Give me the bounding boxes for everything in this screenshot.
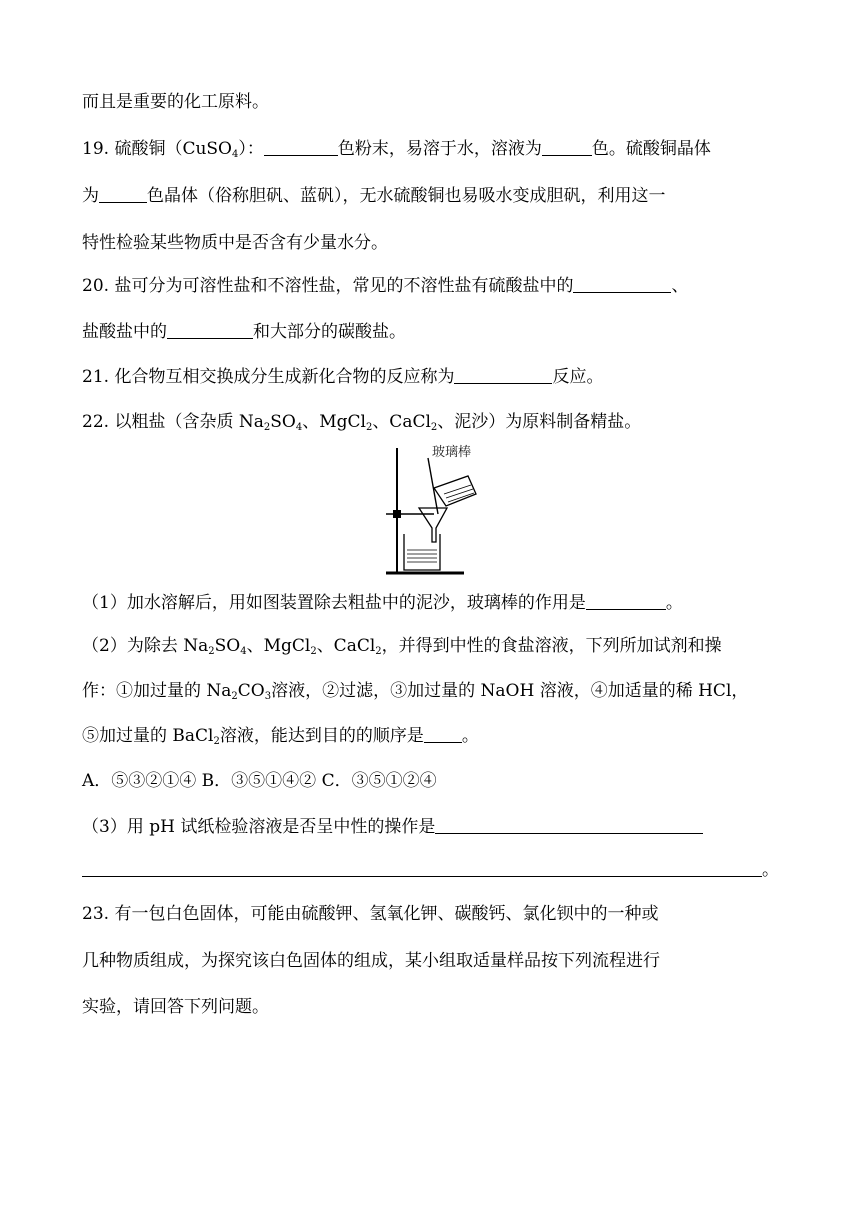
part-2-line-3 [82, 724, 479, 748]
options-line [82, 769, 437, 793]
text: 反应。 [552, 367, 604, 387]
answer-blank[interactable] [264, 137, 338, 156]
text: 、泥沙）为原料制备精盐。 [437, 412, 642, 432]
text: ，并得到中性的食盐溶液，下列所加试剂和操 [381, 636, 722, 656]
text: 色粉末，易溶于水，溶液为 [337, 139, 542, 159]
subscript: 2 [365, 422, 373, 433]
text: 色晶体（俗称胆矾、蓝矾），无水硫酸铜也易吸水变成胆矾，利用这一 [147, 186, 666, 206]
glass-rod [428, 458, 438, 514]
subscript: 2 [213, 736, 220, 747]
text: 、MgCl [302, 412, 366, 432]
part-3-line-1 [82, 815, 703, 839]
text: 22. 以粗盐（含杂质 Na [82, 412, 264, 432]
text: 色。硫酸铜晶体 [591, 139, 711, 159]
question-20-line-1 [82, 274, 688, 298]
text: （3）用 pH 试纸检验溶液是否呈中性的操作是 [82, 817, 436, 837]
text: 和大部分的碳酸盐。 [253, 322, 406, 342]
answer-blank[interactable] [573, 274, 671, 293]
text: SO [214, 636, 241, 656]
question-23-line-2 [82, 949, 660, 973]
text: 19. 硫酸铜（CuSO [82, 139, 232, 159]
text-line [82, 90, 269, 114]
subscript: 2 [231, 691, 238, 702]
options-text: A．⑤③②①④ B．③⑤①④② C．③⑤①②④ [82, 771, 437, 791]
text: （1）加水溶解后，用如图装置除去粗盐中的泥沙，玻璃棒的作用是 [82, 593, 586, 613]
answer-blank[interactable] [167, 320, 253, 339]
text: 23. 有一包白色固体，可能由硫酸钾、氢氧化钾、碳酸钙、氯化钡中的一种或 [82, 904, 659, 924]
text: 而且是重要的化工原料。 [82, 92, 269, 112]
text: ⑤加过量的 BaCl [82, 726, 214, 746]
question-19-line-3 [82, 231, 388, 255]
question-20-line-2 [82, 320, 406, 344]
part-1-line [82, 591, 683, 615]
text: CO [237, 681, 265, 701]
text: 几种物质组成，为探究该白色固体的组成，某小组取适量样品按下列流程进行 [82, 951, 660, 971]
text: 溶液，②过滤，③加过量的 NaOH 溶液，④加适量的稀 HCl， [271, 681, 749, 701]
text: 作：①加过量的 Na [82, 681, 232, 701]
text: 、MgCl [246, 636, 311, 656]
question-21-line [82, 365, 603, 389]
text: 。 [762, 860, 779, 880]
question-19-line-2 [82, 184, 666, 208]
text: （2）为除去 Na [82, 636, 209, 656]
subscript: 2 [375, 646, 382, 657]
answer-blank[interactable] [82, 858, 762, 877]
text: 为 [82, 186, 99, 206]
funnel [419, 508, 447, 542]
subscript: 3 [264, 691, 272, 702]
question-22-line [82, 410, 641, 434]
text: 盐酸盐中的 [82, 322, 167, 342]
subscript: 4 [240, 646, 247, 657]
text: 20. 盐可分为可溶性盐和不溶性盐，常见的不溶性盐有硫酸盐中的 [82, 276, 574, 296]
clamp-knob [393, 510, 401, 518]
subscript: 4 [231, 149, 239, 160]
subscript: 2 [430, 422, 438, 433]
part-2-line-1 [82, 634, 722, 658]
text: 、CaCl [372, 412, 431, 432]
text: 实验，请回答下列问题。 [82, 997, 269, 1017]
question-23-line-3 [82, 995, 269, 1019]
text: 。 [461, 726, 479, 746]
text: ）： [238, 139, 264, 159]
glass-rod-label: 玻璃棒 [432, 445, 472, 460]
text: 特性检验某些物质中是否含有少量水分。 [82, 233, 388, 253]
subscript: 2 [208, 646, 215, 657]
answer-blank[interactable] [586, 591, 666, 610]
text: 。 [665, 593, 683, 613]
subscript: 2 [263, 422, 271, 433]
answer-blank[interactable] [424, 724, 462, 743]
answer-blank[interactable] [542, 137, 592, 156]
question-19-line-1 [82, 137, 711, 161]
answer-blank[interactable] [435, 815, 703, 834]
answer-blank[interactable] [454, 365, 552, 384]
subscript: 2 [310, 646, 317, 657]
text: 、CaCl [316, 636, 376, 656]
part-3-line-2 [82, 858, 779, 882]
text: SO [270, 412, 296, 432]
receiving-beaker [404, 534, 440, 570]
subscript: 4 [295, 422, 303, 433]
question-23-line-1 [82, 902, 658, 926]
part-2-line-2 [82, 679, 748, 703]
filtration-apparatus-figure [376, 442, 486, 580]
pouring-beaker [434, 476, 476, 506]
text: 、 [671, 276, 689, 296]
answer-blank[interactable] [99, 184, 147, 203]
text: 21. 化合物互相交换成分生成新化合物的反应称为 [82, 367, 455, 387]
text: 溶液，能达到目的的顺序是 [219, 726, 424, 746]
